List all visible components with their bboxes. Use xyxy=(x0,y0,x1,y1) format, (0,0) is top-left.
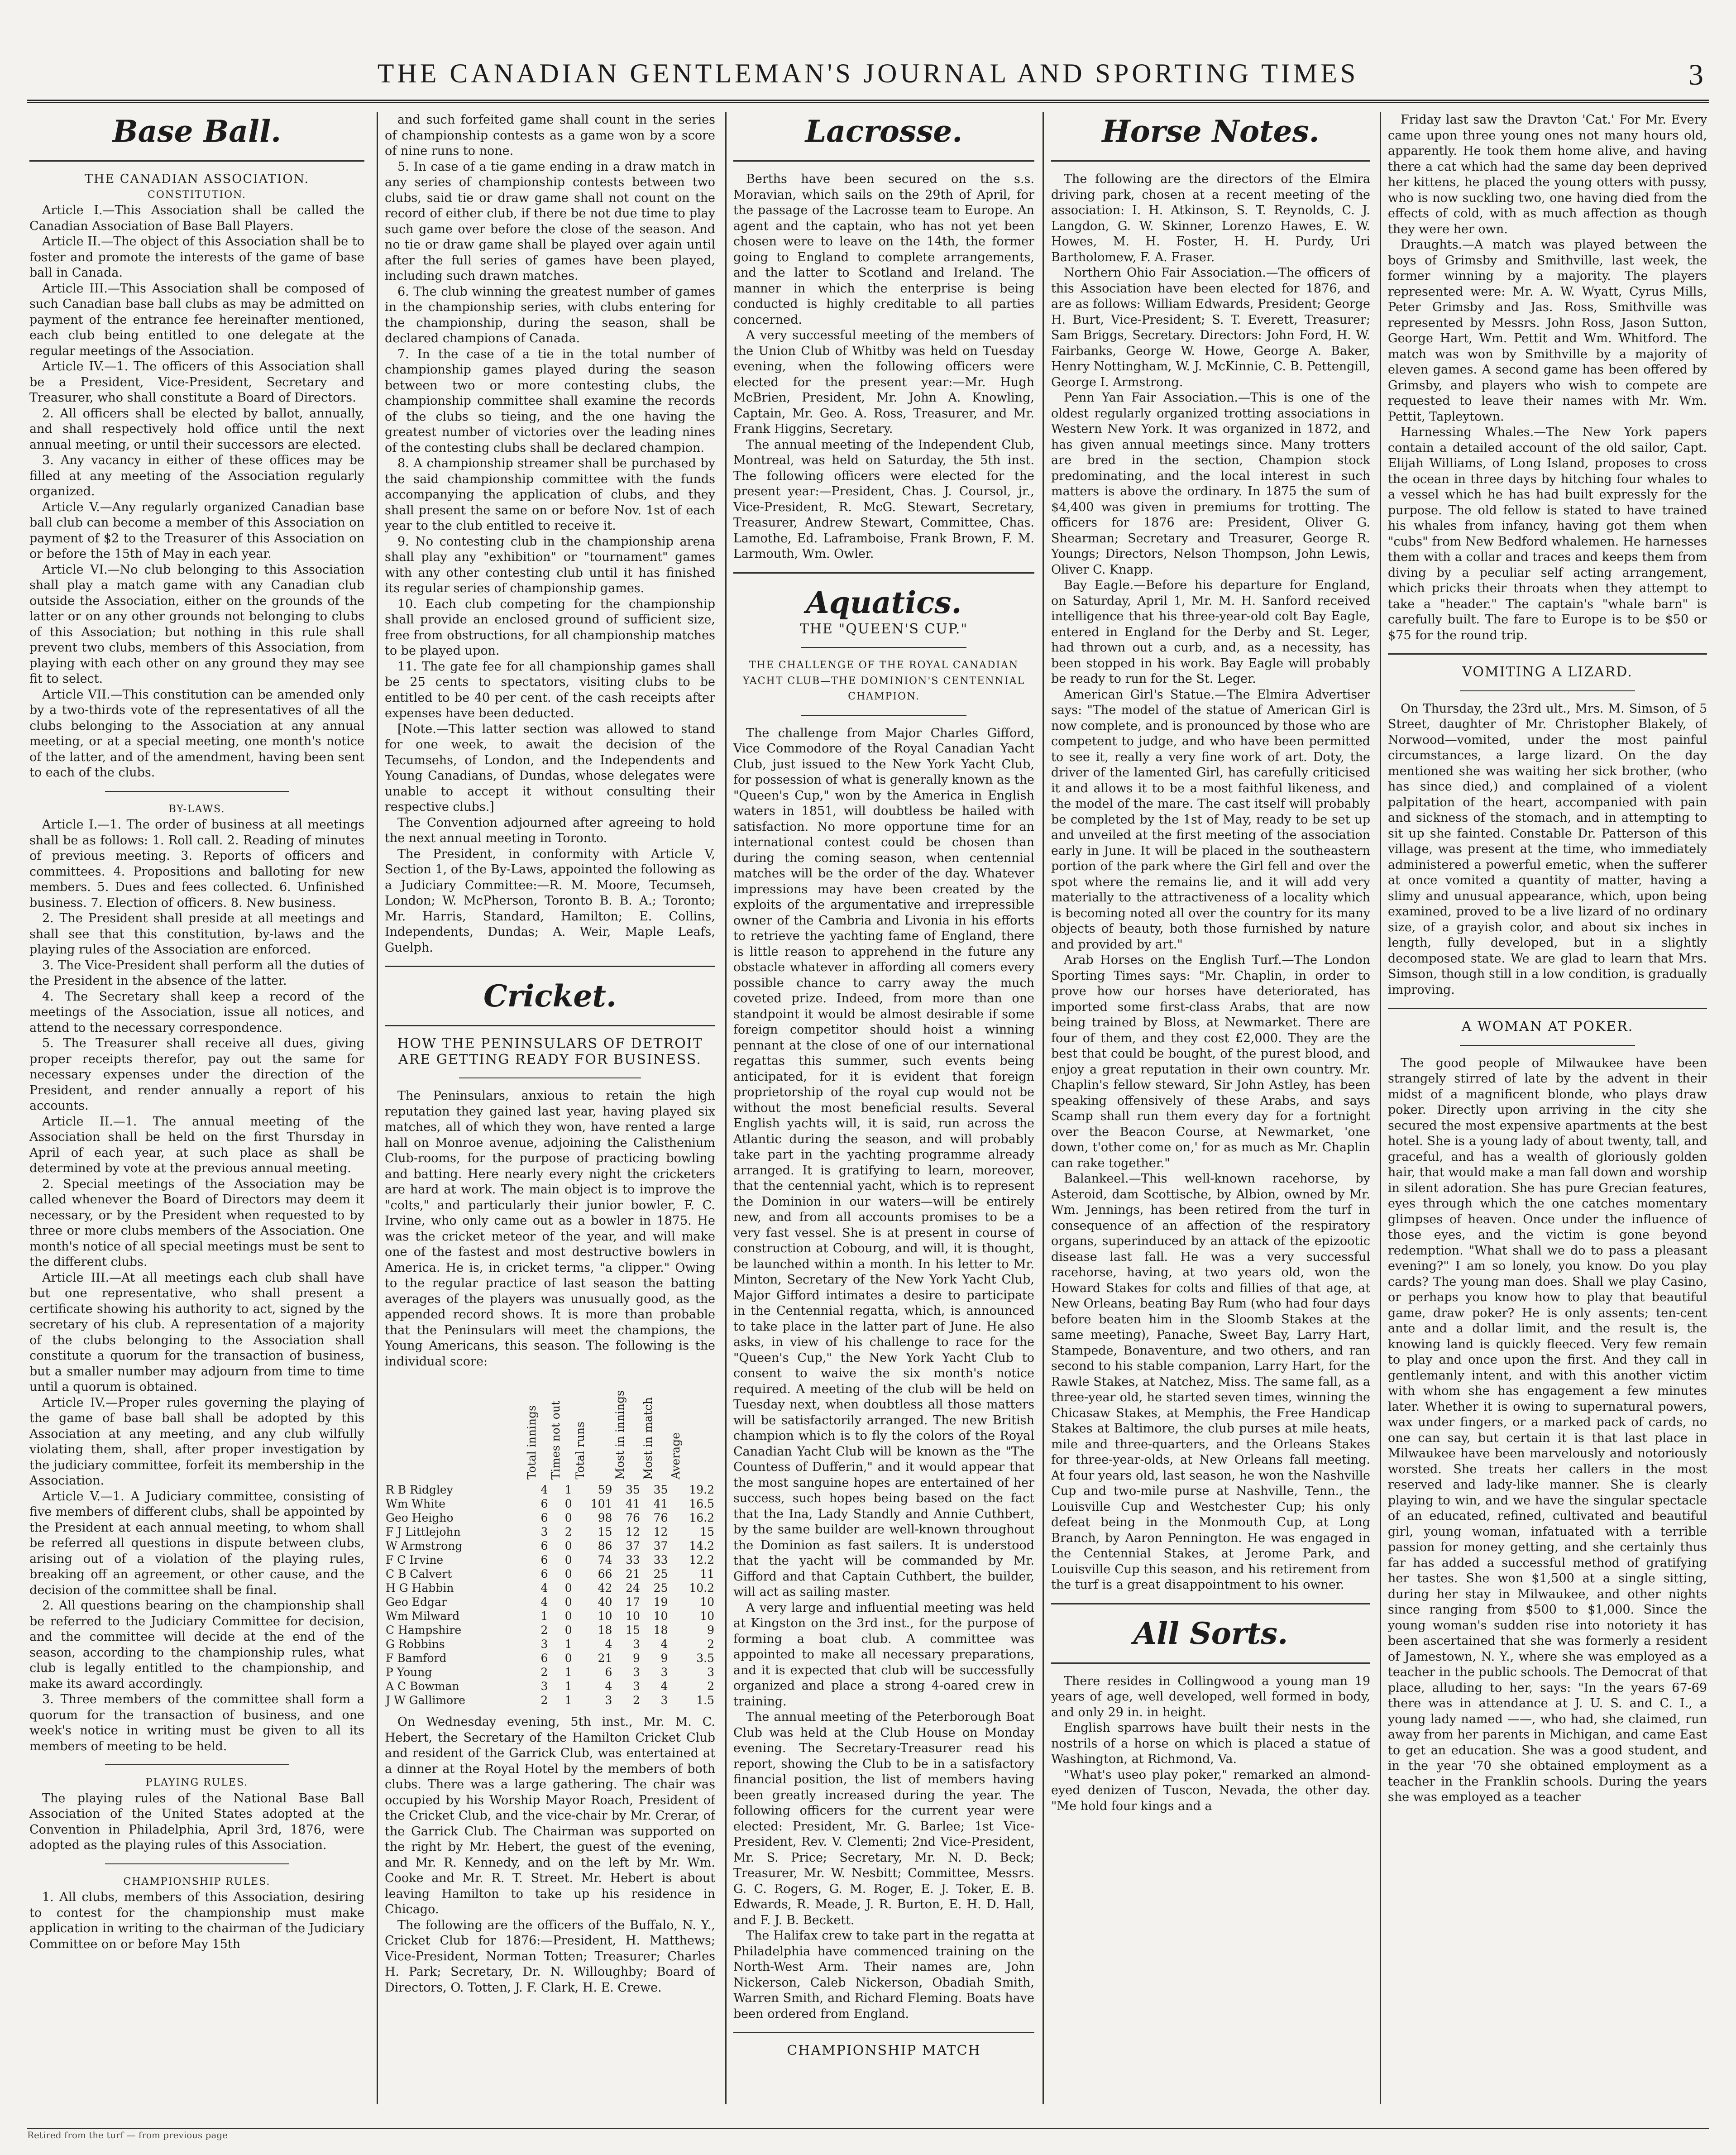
stat-cell: 4 xyxy=(540,1581,548,1595)
paragraph: Article VI.—No club belonging to this Association shall play a match game with any Canadian club outside the Association, either on the grounds of the latter or on any other grounds not belonging to clubs of this Association; but nothing in this rule shall prevent two clubs, members of this Association, from playing with each other on any ground they may see fit to select. xyxy=(29,562,364,686)
column-rule xyxy=(1380,112,1381,2104)
paragraph: Article I.—1. The order of business at all meetings shall be as follows: 1. Roll call. 2. Reading of minutes of previous meeting. 3. Reports of officers and committees. 4. Propositions and balloting for new members. 5. Dues and fees collected. 6. Unfinished business. 7. Election of officers. 8. New business. xyxy=(29,818,364,910)
paragraph: Friday last saw the Dravton 'Cat.' For Mr. Every came upon three young ones not many hours old, apparently. He took them home alive, and having there a cat which had the same day been deprived her kittens, he placed the young otters with pussy, who is now suckling two, one having died from the effects of cold, with as much affection as though they were her own. xyxy=(1388,113,1707,236)
stat-cell: 10 xyxy=(626,1609,640,1623)
paragraph: 2. All officers shall be elected by ballot, annually, and shall respectively hold office until the next annual meeting, or until their successors are elected. xyxy=(29,406,364,452)
table-row xyxy=(385,1497,715,1511)
miscellany-text xyxy=(1388,112,1707,643)
table-row xyxy=(385,1595,715,1609)
stat-cell: 6 xyxy=(605,1666,612,1679)
stat-cell: 24 xyxy=(626,1581,640,1595)
divider xyxy=(733,572,1034,574)
paragraph: The annual meeting of the Peterborough Boat Club was held at the Club House on Monday evening. The Secretary-Treasurer read his report, showing the Club to be in a satisfactory financial position, the list of members having been greatly increased during the year. The following officers for the current year were elected: President, Mr. G. Barlee; 1st Vice-President, Rev. V. Clementi; 2nd Vice-President, Mr. S. Price; Secretary, Mr. N. D. Beck; Treasurer, Mr. W. Nesbitt; Committee, Messrs. G. C. Rogers, G. M. Roger, E. J. Toker, E. B. Edwards, R. Meade, J. R. Burton, E. H. D. Hall, and F. J. B. Beckett. xyxy=(733,1710,1034,1927)
table-row xyxy=(385,1651,715,1665)
player-name-cell: A C Bowman xyxy=(386,1680,459,1693)
stat-cell: 59 xyxy=(598,1483,612,1496)
article-title: THE "QUEEN'S CUP." xyxy=(799,621,968,637)
stat-cell: 101 xyxy=(590,1497,612,1510)
stat-cell: 0 xyxy=(564,1652,572,1665)
paragraph: Balankeel.—This well-known racehorse, by Asteroid, dam Scottische, by Albion, owned by Mr. Wm. Jennings, has been retired from the turf in consequence of an affection of the respiratory organs, superinduced by an attack of the epizootic disease last fall. He was a very successful racehorse, having, at two years old, won the Howard Stakes for colts and fillies of that age, at New Orleans, beating Bay Rum (who had four days before beaten him in the Sloomb Stakes at the same meeting), Panache, Sweet Bay, Larry Hart, Stampede, Bonaventure, and two others, and ran second to his stable companion, Larry Hart, for the Rawle Stakes, at Natchez, Miss. The same fall, as a three-year old, he started seven times, winning the Chicasaw Stakes, at Memphis, the Free Handicap Stakes at Baltimore, the club purses at mile heats, mile and three-quarters, and the Orleans Stakes for three-year-olds, at New Orleans fall meeting. At four years old, last season, he won the Nashville Cup and two-mile purse at Nashville, Tenn., the Louisville Cup and Westchester Cup; his only defeat being in the Monmouth Cup, at Long Branch, by Aaron Pennington. He was engaged in the Centennial Stakes, at Jerome Park, and Louisville Cup this season, and his retirement from the turf is a great disappointment to his owner. xyxy=(1051,1172,1370,1592)
stat-cell: 2 xyxy=(707,1680,714,1693)
paragraph: 9. No contesting club in the championship arena shall play any "exhibition" or "tournament" games with any other contesting club until it has finished its regular series of championship games. xyxy=(385,534,715,595)
column-rule xyxy=(725,112,727,2104)
paragraph: On Thursday, the 23rd ult., Mrs. M. Simson, of 5 Street, daughter of Mr. Christopher Blakely, of Norwood—vomited, under the most painful circumstances, a large lizard. On the day mentioned she was waiting her sick brother, (who has since died,) and complained of a violent palpitation of the heart, accompanied with pain and sickness of the stomach, and in attempting to sit up she fainted. Constable Dr. Patterson of this village, was present at the time, who immediately administered a powerful emetic, when the sufferer at once vomited a quantity of matter, having a slimy and unusual appearance, which, upon being examined, proved to be a live lizard of no ordinary size, of a grayish color, and about six inches in length, fully developed, but in a slightly decomposed state. We are glad to learn that Mrs. Simson, though still in a low condition, is gradually improving. xyxy=(1388,701,1707,997)
stat-cell: 33 xyxy=(653,1553,668,1566)
constitution-text xyxy=(29,203,364,781)
article-title: A WOMAN AT POKER. xyxy=(1461,1019,1634,1034)
heading-rule xyxy=(1051,160,1370,162)
table-header-cell xyxy=(385,1374,525,1483)
stat-cell: 3 xyxy=(540,1638,548,1651)
paragraph: The Peninsulars, anxious to retain the high reputation they gained last year, having played six matches, all of which they won, have rented a large hall on Monroe avenue, adjoining the Calisthenium Club-rooms, for the purpose of practicing bowling and batting. Here nearly every night the cricketers are hard at work. The main object is to improve the "colts," and particularly their junior bowler, F. C. Irvine, who only came out as a bowler in 1875. He was the cricket meteor of the year, and will make one of the fastest and most destructive bowlers in America. He is, in cricket terms, "a clipper." Owing to the regular practice of last season the batting averages of the players was unusually good, as the appended record shows. It is more than probable that the Peninsulars will meet the champions, the Young Americans, this season. The following is the individual score: xyxy=(385,1089,715,1369)
subhead: THE CANADIAN ASSOCIATION. xyxy=(85,172,309,186)
stat-cell: 9 xyxy=(707,1623,714,1637)
paragraph: 1. All clubs, members of this Association, desiring to contest for the championship must make application in writing to the chairman of the Judiciary Committee on or before May 15th xyxy=(29,1890,364,1951)
stat-cell: 3 xyxy=(633,1680,640,1693)
cricket-news xyxy=(385,1714,715,1996)
stat-cell: 2 xyxy=(564,1525,572,1538)
table-row xyxy=(385,1623,715,1637)
table-row xyxy=(385,1609,715,1623)
paragraph: 11. The gate fee for all championship games shall be 25 cents to spectators, visiting clubs to be entitled to be 40 per cent. of the cash receipts after expenses have been deducted. xyxy=(385,659,715,720)
divider xyxy=(1051,1603,1370,1604)
stat-cell: 42 xyxy=(598,1581,612,1595)
table-row xyxy=(385,1637,715,1651)
stat-cell: 16.2 xyxy=(689,1511,714,1524)
paragraph: Article II.—1. The annual meeting of the Association shall be held on the first Thursday in April of each year, at such place as shall be determined by vote at the previous annual meeting. xyxy=(29,1114,364,1175)
stat-cell: 0 xyxy=(564,1511,572,1524)
divider xyxy=(1388,1008,1707,1009)
paragraph: 5. The Treasurer shall receive all dues, giving proper receipts therefor, pay out the same for necessary expenses under the direction of the President, and render annually a report of his accounts. xyxy=(29,1036,364,1113)
constitution-label: CONSTITUTION. xyxy=(147,189,246,201)
paragraph: The Halifax crew to take part in the regatta at Philadelphia have commenced training on the North-West Arm. Their names are, John Nickerson, Caleb Nickerson, Obadiah Smith, Warren Smith, and Richard Fleming. Boats have been ordered from England. xyxy=(733,1929,1034,2021)
paragraph: The good people of Milwaukee have been strangely stirred of late by the advent in their midst of a magnificent blonde, who plays draw poker. Directly upon arriving in the city she secured the most expensive apartments at the best hotel. She is a young lady of about twenty, tall, and graceful, and has a wealth of gloriously golden hair, that would make a man fall down and worship in silent adoration. She has pure Grecian features, eyes through which the one catches momentary glimpses of heaven. Once under the influence of those eyes, and the victim is gone beyond redemption. "What shall we do to pass a pleasant evening?" I am so lonely, you know. Do you play cards? The young man does. Shall we play Casino, or perhaps you know how to play that beautiful game, draw poker? He is only assents; ten-cent ante and a dollar limit, and the result is, the knowing land is quickly fleeced. Very few remain to play and once upon the first. And they call in gentlemanly intent, and with this another victim with whom she has engagement a few minutes later. Whether it is owing to supernatural powers, wax under fingers, or a marked pack of cards, no one can say, but certain it is that last place in Milwaukee have been marvelously and notoriously worsted. She treats her callers in the most reserved and lady-like manner. She is clearly playing to win, and we have the singular spectacle of an educated, refined, cultivated and beautiful girl, young woman, infatuated with a terrible passion for money getting, and she certainly thus far has added a successful method of gratifying her tastes. She won $1,500 at a single sitting, during her stay in Milwaukee, and other nights since ranging from $500 to $1,000. Since the young woman's sudden rise into notoriety it has been ascertained that she was formerly a resident of Jamestown, N. Y., where she was employed as a teacher in the public schools. The Democrat of that place, alluding to her, says: "In the years 67-69 there was in attendance at J. U. S. and C. I., a young lady named ——, who had, she claimed, run away from her parents in Michigan, and came East to get an education. She was a good student, and in the year '70 she obtained employment as a teacher in the Franklin schools. During the years she was employed as a teacher xyxy=(1388,1056,1707,1804)
column-rule xyxy=(377,112,378,2104)
stat-cell: 10 xyxy=(598,1609,612,1623)
stat-cell: 41 xyxy=(653,1497,668,1510)
stat-cell: 21 xyxy=(598,1652,612,1665)
stat-cell: 6 xyxy=(540,1497,548,1510)
stat-cell: 35 xyxy=(626,1483,640,1496)
stat-cell: 3 xyxy=(540,1680,548,1693)
paragraph: Bay Eagle.—Before his departure for England, on Saturday, April 1, Mr. M. H. Sanford received intelligence that his three-year-old colt Bay Eagle, entered in England for the Derby and St. Leger, had thrown out a curb, and, as a necessity, has been stopped in his work. Bay Eagle will probably be ready to run for the St. Leger. xyxy=(1051,578,1370,686)
stat-cell: 0 xyxy=(564,1595,572,1609)
table-header-cell: Average xyxy=(669,1432,683,1480)
player-name-cell: F J Littlejohn xyxy=(386,1525,461,1538)
table-body xyxy=(385,1483,715,1707)
stat-cell: 3 xyxy=(660,1666,668,1679)
table-row xyxy=(385,1581,715,1595)
table-row xyxy=(385,1693,715,1707)
column-rule xyxy=(1043,112,1044,2104)
divider xyxy=(105,791,289,792)
stat-cell: 4 xyxy=(660,1638,668,1651)
paragraph: Article IV.—Proper rules governing the playing of the game of base ball shall be adopted by this Association at any meeting, and any club wilfully violating them, shall, after proper investigation by the judiciary committee, forfeit its membership in the Association. xyxy=(29,1395,364,1488)
table-row xyxy=(385,1511,715,1525)
paragraph: 3. The Vice-President shall perform all the duties of the President in the absence of the latter. xyxy=(29,958,364,988)
player-name-cell: Geo Heigho xyxy=(386,1511,454,1524)
player-name-cell: Wm White xyxy=(386,1497,445,1510)
section-heading-horse-notes: Horse Notes. xyxy=(1102,114,1320,149)
table-header-cell: Total innings xyxy=(525,1405,539,1480)
paragraph: A very successful meeting of the members of the Union Club of Whitby was held on Tuesday evening, when the following officers were elected for the present year:—Mr. Hugh McBrien, President, Mr. John A. Knowling, Captain, Mr. Geo. A. Ross, Treasurer, and Mr. Frank Higgins, Secretary. xyxy=(733,328,1034,436)
page-footer-strip: Retired from the turf — from previous page xyxy=(27,2128,1709,2143)
stat-cell: 18 xyxy=(598,1623,612,1637)
paragraph: 3. Three members of the committee shall form a quorum for the transaction of business, and one week's notice in writing must be given to all its members of meeting to be held. xyxy=(29,1692,364,1753)
player-name-cell: G Robbins xyxy=(386,1638,445,1651)
article-subtitle: THE CHALLENGE OF THE ROYAL CANADIAN YACHT CLUB—THE DOMINION'S CENTENNIAL CHAMPION. xyxy=(742,660,1025,702)
paragraph: Arab Horses on the English Turf.—The London Sporting Times says: "Mr. Chaplin, in order to prove how our horses have deteriorated, has imported some first-class Arabs, that are now being trained by Bloss, at Newmarket. There are four of them, and they cost £2,000. They are the best that could be bought, of the purest blood, and enjoy a great reputation in their own country. Mr. Chaplin's fellow steward, Sir John Astley, has been speaking offensively of these Arabs, and says Scamp shall run them every day for a fortnight over the Beacon Course, at Newmarket, 'one down, t'other come on,' for as much as Mr. Chaplin can rake together." xyxy=(1051,953,1370,1170)
stat-cell: 0 xyxy=(564,1567,572,1580)
stat-cell: 15 xyxy=(626,1623,640,1637)
stat-cell: 3 xyxy=(540,1525,548,1538)
stat-cell: 2 xyxy=(633,1694,640,1707)
stat-cell: 3 xyxy=(605,1694,612,1707)
paragraph: Article V.—1. A Judiciary committee, consisting of five members of different clubs, shall be appointed by the President at each annual meeting, to whom shall be referred all questions in dispute between clubs, arising out of a violation of the playing rules, breaking off an agreement, or other cause, and the decision of the committee shall be final. xyxy=(29,1489,364,1597)
paragraph: Article V.—Any regularly organized Canadian base ball club can become a member of this Association on payment of $2 to the Treasurer of this Association on or before the 15th of May in each year. xyxy=(29,500,364,561)
stat-cell: 4 xyxy=(540,1595,548,1609)
stat-cell: 86 xyxy=(598,1539,612,1552)
paragraph: The annual meeting of the Independent Club, Montreal, was held on Saturday, the 5th inst. The following officers were elected for the present year:—President, Chas. J. Coursol, jr., Vice-President, R. McG. Stewart, Secretary, Treasurer, Andrew Stewart, Committee, Chas. Lamothe, Ed. Laframboise, Frank Brown, F. M. Larmouth, Wm. Owler. xyxy=(733,437,1034,561)
stat-cell: 19 xyxy=(653,1595,668,1609)
table-row xyxy=(385,1567,715,1581)
stat-cell: 25 xyxy=(653,1581,668,1595)
paragraph: 6. The club winning the greatest number of games in the championship series, with clubs entering for the championship, during the season, shall be declared champions of Canada. xyxy=(385,284,715,345)
player-name-cell: C Hampshire xyxy=(386,1623,462,1637)
horse-notes-text xyxy=(1051,172,1370,1593)
divider xyxy=(801,715,967,716)
stat-cell: 9 xyxy=(660,1652,668,1665)
paragraph: Northern Ohio Fair Association.—The officers of this Association have been elected for 1876, and are as follows: William Edwards, President; George H. Burt, Vice-President; S. T. Everett, Treasurer; Sam Briggs, Secretary. Directors: John Ford, H. W. Fairbanks, George W. Howe, George A. Baker, Henry Nottingham, W. J. McKinnie, C. B. Pettengill, George I. Armstrong. xyxy=(1051,266,1370,389)
divider xyxy=(1460,1045,1636,1046)
divider xyxy=(801,647,967,648)
paragraph: 5. In case of a tie game ending in a draw match in any series of championship contests between two clubs, said tie or draw game shall not count on the record of either club, if there be not due time to play such game over before the close of the season. And no tie or draw game shall be played over again until after the full series of games have been played, including such drawn matches. xyxy=(385,159,715,283)
stat-cell: 6 xyxy=(540,1567,548,1580)
player-name-cell: R B Ridgley xyxy=(386,1483,453,1496)
heading-rule xyxy=(1051,1662,1370,1664)
batting-averages-table xyxy=(385,1374,715,1707)
column-miscellany xyxy=(1388,112,1707,2109)
paragraph: Article III.—At all meetings each club shall have but one representative, who shall present a certificate showing his authority to act, signed by the secretary of his club. A representation of a majority of the clubs belonging to the Association shall constitute a quorum for the transaction of business, but a smaller number may adjourn from time to time until a quorum is obtained. xyxy=(29,1270,364,1394)
column-cricket xyxy=(385,112,715,2109)
stat-cell: 0 xyxy=(564,1553,572,1566)
divider xyxy=(1460,690,1636,691)
divider xyxy=(385,966,715,967)
stat-cell: 10 xyxy=(700,1595,714,1609)
stat-cell: 2 xyxy=(540,1694,548,1707)
stat-cell: 3 xyxy=(633,1666,640,1679)
stat-cell: 2 xyxy=(540,1623,548,1637)
stat-cell: 18 xyxy=(653,1623,668,1637)
divider xyxy=(105,1764,289,1765)
paragraph: The playing rules of the National Base Ball Association of the United States adopted at the Convention in Philadelphia, April 3rd, 1876, were adopted as the playing rules of this Association. xyxy=(29,1791,364,1852)
paragraph: A very large and influential meeting was held at Kingston on the 3rd inst., for the purpose of forming a boat club. A committee was appointed to make all necessary preparations, and it is expected that club will be successfully organized and place a strong 4-oared crew in training. xyxy=(733,1600,1034,1709)
stat-cell: 11 xyxy=(700,1567,714,1580)
stat-cell: 25 xyxy=(653,1567,668,1580)
stat-cell: 2 xyxy=(707,1638,714,1651)
paragraph: Article II.—The object of this Association shall be to foster and promote the interests of the game of base ball in Canada. xyxy=(29,235,364,280)
stat-cell: 10 xyxy=(700,1609,714,1623)
table-row xyxy=(385,1525,715,1539)
stat-cell: 3.5 xyxy=(696,1652,714,1665)
stat-cell: 0 xyxy=(564,1623,572,1637)
paragraph: Article VII.—This constitution can be amended only by a two-thirds vote of the representatives of all the clubs belonging to the Association at any annual meeting, or at a special meeting, one month's notice of the latter, and of the amendment, having been sent to each of the clubs. xyxy=(29,687,364,780)
player-name-cell: W Armstrong xyxy=(386,1539,463,1552)
paragraph: Berths have been secured on the s.s. Moravian, which sails on the 29th of April, for the passage of the Lacrosse team to Europe. An agent and the captain, who has not yet been chosen were to leave on the 14th, the former going to England to complete arrangements, and the latter to Scotland and Ireland. The manner in which the enterprise is being conducted is highly creditable to all parties concerned. xyxy=(733,172,1034,327)
paragraph: The following are the directors of the Elmira driving park, chosen at a recent meeting of the association: I. H. Atkinson, S. T. Reynolds, C. J. Langdon, G. W. Skinner, Lorenzo Hawes, E. W. Howes, M. H. Foster, H. H. Purdy, Uri Bartholomew, F. A. Fraser. xyxy=(1051,172,1370,264)
aquatics-text xyxy=(733,726,1034,2022)
stat-cell: 1 xyxy=(564,1666,572,1679)
stat-cell: 0 xyxy=(564,1581,572,1595)
stat-cell: 1 xyxy=(564,1680,572,1693)
table-header-cell: Times not out xyxy=(549,1400,563,1480)
stat-cell: 21 xyxy=(626,1567,640,1580)
player-name-cell: F C Irvine xyxy=(386,1553,444,1566)
table-row xyxy=(385,1539,715,1553)
table-row xyxy=(385,1483,715,1497)
stat-cell: 4 xyxy=(605,1680,612,1693)
column-base-ball xyxy=(29,112,364,2109)
heading-rule xyxy=(385,1025,715,1026)
stat-cell: 0 xyxy=(564,1497,572,1510)
rules-continued xyxy=(385,112,715,956)
player-name-cell: H G Habbin xyxy=(386,1581,454,1595)
stat-cell: 0 xyxy=(564,1539,572,1552)
lacrosse-text xyxy=(733,172,1034,562)
stat-cell: 37 xyxy=(653,1539,668,1552)
table-header-row xyxy=(385,1374,715,1483)
paragraph: 7. In the case of a tie in the total number of championship games played during the season between two or more contesting clubs, the championship committee shall examine the records of the clubs so tieing, and the one having the greatest number of victories over the leading nines of the contesting clubs shall be declared champion. xyxy=(385,347,715,455)
table-header-cell: Most in match xyxy=(641,1397,655,1480)
stat-cell: 76 xyxy=(653,1511,668,1524)
player-name-cell: C B Calvert xyxy=(386,1567,452,1580)
stat-cell: 17 xyxy=(626,1595,640,1609)
stat-cell: 98 xyxy=(598,1511,612,1524)
paragraph: 10. Each club competing for the championship shall provide an enclosed ground of sufficient size, free from obstructions, for all championship matches to be played upon. xyxy=(385,597,715,658)
stat-cell: 19.2 xyxy=(689,1483,714,1496)
stat-cell: 3 xyxy=(633,1638,640,1651)
stat-cell: 3 xyxy=(660,1694,668,1707)
table-row xyxy=(385,1553,715,1567)
column-lacrosse-aquatics xyxy=(733,112,1034,2109)
paragraph: 4. The Secretary shall keep a record of the meetings of the Association, issue all notices, and attend to the necessary correspondence. xyxy=(29,989,364,1035)
stat-cell: 15 xyxy=(598,1525,612,1538)
stat-cell: 10 xyxy=(653,1609,668,1623)
stat-cell: 12 xyxy=(653,1525,668,1538)
paragraph: 3. Any vacancy in either of these offices may be filled at any meeting of the Association regularly organized. xyxy=(29,453,364,498)
masthead xyxy=(27,50,1709,103)
section-heading-aquatics: Aquatics. xyxy=(806,584,962,620)
stat-cell: 6 xyxy=(540,1652,548,1665)
paragraph: Article I.—This Association shall be called the Canadian Association of Base Ball Players. xyxy=(29,203,364,233)
stat-cell: 4 xyxy=(540,1483,548,1496)
newspaper-title: THE CANADIAN GENTLEMAN'S JOURNAL AND SPORTING TIMES xyxy=(377,58,1359,88)
divider xyxy=(733,2032,1034,2033)
stat-cell: 6 xyxy=(540,1539,548,1552)
paragraph: 2. All questions bearing on the championship shall be referred to the Judiciary Committee for decision, and the committee will decide at the end of the season, according to the championship rules, what club is legally entitled to the championship, and make its award accordingly. xyxy=(29,1599,364,1691)
paragraph: 8. A championship streamer shall be purchased by the said championship committee with the funds accompanying the application of clubs, and they shall present the same on or before Nov. 1st of each year to the club entitled to receive it. xyxy=(385,456,715,533)
playing-rules-label: PLAYING RULES. xyxy=(145,1777,249,1788)
article-title: HOW THE PENINSULARS OF DETROIT ARE GETTING READY FOR BUSINESS. xyxy=(397,1036,703,1068)
stat-cell: 14.2 xyxy=(689,1539,714,1552)
stat-cell: 9 xyxy=(633,1652,640,1665)
stat-cell: 2 xyxy=(540,1666,548,1679)
stat-cell: 12.2 xyxy=(689,1553,714,1566)
all-sorts-text xyxy=(1051,1674,1370,1815)
divider xyxy=(1388,653,1707,655)
stat-cell: 15 xyxy=(700,1525,714,1538)
bylaws-text xyxy=(29,817,364,1754)
column-horse-notes xyxy=(1051,112,1370,2109)
divider xyxy=(105,1863,289,1864)
player-name-cell: Geo Edgar xyxy=(386,1595,447,1609)
paragraph: 2. The President shall preside at all meetings and shall see that this constitution, by-laws and the playing rules of the Association are enforced. xyxy=(29,911,364,957)
paragraph: The President, in conformity with Article V, Section 1, of the By-Laws, appointed the following as a Judiciary Committee:—R. M. Moore, Tecumseh, London; W. McPherson, Toronto B. B. A.; Toronto; Mr. Harris, Standard, Hamilton; E. Collins, Independents, Dundas; A. Weir, Maple Leafs, Guelph. xyxy=(385,847,715,955)
stat-cell: 6 xyxy=(540,1553,548,1566)
paragraph: The challenge from Major Charles Gifford, Vice Commodore of the Royal Canadian Yacht Club, just issued to the New York Yacht Club, for possession of what is generally known as the "Queen's Cup," won by the America in English waters in 1851, will doubtless be hailed with satisfaction. No more opportune time for an international contest could be chosen than during the coming season, when centennial matches will be the order of the day. Whatever impressions may have been created by the exploits of the argumentative and irrepressible owner of the Cambria and Livonia in his efforts to retrieve the yachting fame of England, there is little reason to apprehend in the future any obstacle whatever in affording all comers every possible chance to carry away the much coveted prize. Indeed, from more than one standpoint it would be almost desirable if some foreign competitor should hoist a winning pennant at the close of one of our international regattas this summer, such events being anticipated, for it is evident that foreign proprietorship of the royal cup would not be without the most beneficial results. Several English yachts will, it is said, run across the Atlantic during the season, and will probably take part in the yachting programme already arranged. It is gratifying to learn, moreover, that the centennial yacht, which is to represent the Dominion in our waters—will be entirely new, and from all accounts promises to be a very fast vessel. She is at present in course of construction at Cobourg, and will, it is thought, be launched within a month. In his letter to Mr. Minton, Secretary of the New York Yacht Club, Major Gifford intimates a desire to participate in the Centennial regatta, which, is announced to take place in the latter part of June. He also asks, in view of his challenge to race for the "Queen's Cup," the New York Yacht Club to consent to waive the six month's notice required. A meeting of the club will be held on Tuesday next, when doubtless all those matters will be satisfactorily arranged. The new British champion which is to fly the colors of the Royal Canadian Yacht Club will be known as the "The Countess of Dufferin," and it would appear that the most sanguine hopes are entertained of her success, such hopes being based on the fact that the Ina, Lady Standly and Annie Cuthbert, by the same builder are well-known throughout the Dominion as fast sailers. It is understood that the yacht will be commanded by Mr. Gifford and that Captain Cuthbert, the builder, will act as sailing master. xyxy=(733,726,1034,1599)
table-header-cell: Total runs xyxy=(573,1422,587,1480)
stat-cell: 4 xyxy=(660,1680,668,1693)
player-name-cell: P Young xyxy=(386,1666,432,1679)
stat-cell: 1.5 xyxy=(696,1694,714,1707)
paragraph: 2. Special meetings of the Association may be called whenever the Board of Directors may deem it necessary, or by the President when requested to by three or more clubs members of the Association. One month's notice of all special meetings must be sent to the different clubs. xyxy=(29,1177,364,1269)
stat-cell: 33 xyxy=(626,1553,640,1566)
stat-cell: 3 xyxy=(707,1666,714,1679)
championship-rules-label: CHAMPIONSHIP RULES. xyxy=(123,1876,271,1887)
paragraph: The Convention adjourned after agreeing to hold the next annual meeting in Toronto. xyxy=(385,815,715,845)
stat-cell: 1 xyxy=(540,1609,548,1623)
paragraph: There resides in Collingwood a young man 19 years of age, well developed, well formed in body, and only 29 in. in height. xyxy=(1051,1674,1370,1719)
article-title: CHAMPIONSHIP MATCH xyxy=(787,2043,981,2059)
section-heading-cricket: Cricket. xyxy=(483,978,617,1014)
section-heading-base-ball: Base Ball. xyxy=(112,114,282,149)
paragraph: Draughts.—A match was played between the boys of Grimsby and Smithville, last week, the former winning by a majority. The players represented were: Mr. A. W. Wyatt, Cyrus Mills, Peter Grimsby and Jas. Ross, Smithville was represented by Messrs. John Ross, Jason Sutton, George Hart, Wm. Pettit and Wm. Whitford. The match was won by Smithville by a majority of eleven games. A second game has been offered by Grimsby, and players who wish to compete are requested to leave their names with Mr. Wm. Pettit, Tapleytown. xyxy=(1388,238,1707,424)
paragraph: "What's useo play poker," remarked an almond-eyed denizen of Tuscon, Nevada, the other day. "Me hold four kings and a xyxy=(1051,1767,1370,1813)
stat-cell: 12 xyxy=(626,1525,640,1538)
paragraph: English sparrows have built their nests in the nostrils of a horse on which is placed a statue of Washington, at Richmond, Va. xyxy=(1051,1721,1370,1766)
bylaws-label: BY-LAWS. xyxy=(168,803,225,815)
paragraph: Article IV.—1. The officers of this Association shall be a President, Vice-President, Secretary and Treasurer, who shall constitute a Board of Directors. xyxy=(29,359,364,405)
stat-cell: 41 xyxy=(626,1497,640,1510)
paragraph: Article III.—This Association shall be composed of such Canadian base ball clubs as may be admitted on payment of the entrance fee hereinafter mentioned, each club being entitled to one delegate at the regular meetings of the Association. xyxy=(29,281,364,358)
paragraph: [Note.—This latter section was allowed to stand for one week, to await the decision of the Tecumsehs, of London, and the Independents and Young Canadians, of Dundas, whose delegates were unable to accept it without consulting their respective clubs.] xyxy=(385,722,715,814)
table-row xyxy=(385,1679,715,1693)
table-header-cell: Most in innings xyxy=(613,1390,627,1480)
stat-cell: 37 xyxy=(626,1539,640,1552)
heading-rule xyxy=(733,160,1034,162)
stat-cell: 6 xyxy=(540,1511,548,1524)
paragraph: The following are the officers of the Buffalo, N. Y., Cricket Club for 1876:—President, H. Matthews; Vice-President, Norman Totten; Treasurer; Charles H. Park; Secretary, Dr. N. Willoughby; Board of Directors, O. Totten, J. F. Clark, H. E. Crewe. xyxy=(385,1918,715,1995)
stat-cell: 35 xyxy=(653,1483,668,1496)
stat-cell: 16.5 xyxy=(689,1497,714,1510)
stat-cell: 1 xyxy=(564,1483,572,1496)
stat-cell: 1 xyxy=(564,1638,572,1651)
stat-cell: 74 xyxy=(598,1553,612,1566)
heading-rule xyxy=(29,160,364,162)
stat-cell: 0 xyxy=(564,1609,572,1623)
stat-cell: 40 xyxy=(598,1595,612,1609)
stat-cell: 10.2 xyxy=(689,1581,714,1595)
stat-cell: 1 xyxy=(564,1694,572,1707)
paragraph: and such forfeited game shall count in the series of championship contests as a game won by a score of nine runs to none. xyxy=(385,113,715,158)
article-title: VOMITING A LIZARD. xyxy=(1462,664,1633,680)
table-row xyxy=(385,1665,715,1679)
player-name-cell: F Bamford xyxy=(386,1652,447,1665)
page-number: 3 xyxy=(1688,58,1703,91)
stat-cell: 76 xyxy=(626,1511,640,1524)
stat-cell: 66 xyxy=(598,1567,612,1580)
player-name-cell: Wm Milward xyxy=(386,1609,460,1623)
section-heading-all-sorts: All Sorts. xyxy=(1133,1615,1288,1651)
paragraph: Harnessing Whales.—The New York papers contain a detailed account of the old sailor, Capt. Elijah Williams, of Long Island, proposes to cross the ocean in three days by hitching four whales to a vessel which he has had built expressly for the purpose. The old fellow is stated to have trained his whales from infancy, having got them when "cubs" from New Bedford whalemen. He harnesses them with a collar and traces and keeps them from diving by a peculiar self acting arrangement, which pricks their throats when they attempt to take a "header." The captain's "whale barn" is carefully built. The fare to Europe is to be $50 or $75 for the round trip. xyxy=(1388,425,1707,642)
paragraph: American Girl's Statue.—The Elmira Advertiser says: "The model of the statue of American Girl is now complete, and is pronounced by those who are competent to judge, and who have been permitted to see it, really a very fine work of art. Doty, the driver of the lamented Girl, has carefully criticised it and allows it to be a most faithful likeness, and the model of the mare. The cast itself will probably be completed by the 1st of May, ready to be set up and unveiled at the first meeting of the association early in June. It will be placed in the southeastern portion of the park where the Girl fell and over the spot where the remains lie, and it will add very materially to the attractiveness of a locality which is becoming noted all over the country for its many objects of beauty, both those furnished by nature and provided by art." xyxy=(1051,687,1370,952)
player-name-cell: J W Gallimore xyxy=(386,1694,465,1707)
section-heading-lacrosse: Lacrosse. xyxy=(805,114,963,149)
stat-cell: 4 xyxy=(605,1638,612,1651)
paragraph: Penn Yan Fair Association.—This is one of the oldest regularly organized trotting associations in Western New York. It was organized in 1872, and has given annual meetings since. Many trotters are bred in the section, Champion stock predominating, and the local interest in such matters is above the ordinary. In 1875 the sum of $4,400 was given in premiums for trotting. The officers for 1876 are: President, Oliver G. Shearman; Secretary and Treasurer, George R. Youngs; Directors, Nelson Thompson, John Lewis, Oliver C. Knapp. xyxy=(1051,391,1370,577)
paragraph: On Wednesday evening, 5th inst., Mr. M. C. Hebert, the Secretary of the Hamilton Cricket Club and resident of the Garrick Club, was entertained at a dinner at the Royal Hotel by the members of both clubs. There was a large gathering. The chair was occupied by his Worship Mayor Roach, President of the Cricket Club, and the vice-chair by Mr. Crerar, of the Garrick Club. The Chairman was supported on the right by Mr. Hebert, the guest of the evening, and Mr. R. Kennedy, and on the left by Mr. Wm. Cooke and Mr. R. T. Street. Mr. Hebert is about leaving Hamilton to take up his residence in Chicago. xyxy=(385,1715,715,1916)
